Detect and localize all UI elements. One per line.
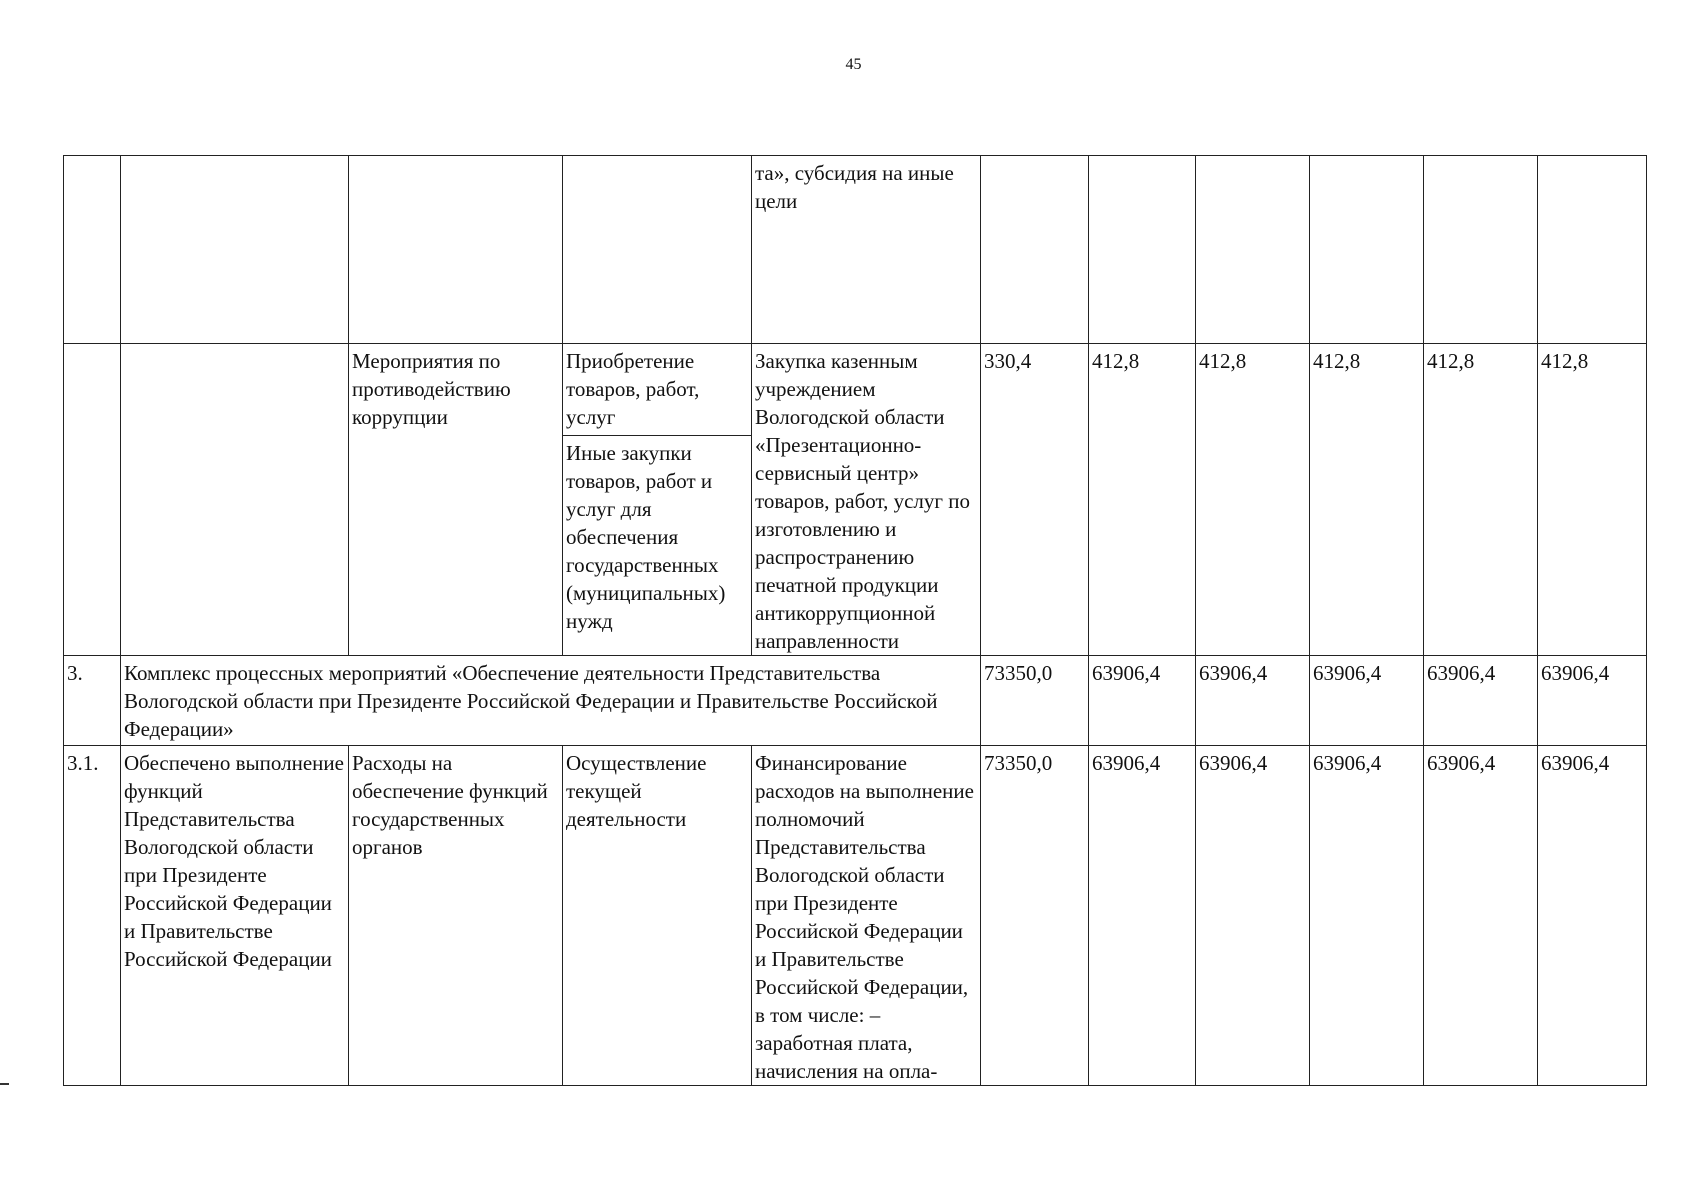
cell-expense: Расходы на обеспечение функций государственных органов — [349, 746, 563, 1086]
cell-value: 412,8 — [1538, 344, 1647, 656]
cell-value: 63906,4 — [1089, 746, 1196, 1086]
cell-result — [121, 156, 349, 344]
cell-value — [981, 156, 1089, 344]
table-row — [64, 156, 1647, 344]
cell-description: та», субсидия на иные цели — [752, 156, 981, 344]
cell-number: 3. — [64, 656, 121, 746]
cell-value: 63906,4 — [1196, 656, 1310, 746]
cell-value: 63906,4 — [1538, 656, 1647, 746]
cell-value: 63906,4 — [1538, 746, 1647, 1086]
cell-expense-type — [563, 156, 752, 344]
cell-value: 63906,4 — [1310, 746, 1424, 1086]
scan-edge-mark — [0, 1083, 9, 1085]
table-row — [64, 656, 1647, 746]
cell-value: 63906,4 — [1424, 656, 1538, 746]
cell-value: 412,8 — [1424, 344, 1538, 656]
cell-number: 3.1. — [64, 746, 121, 1086]
budget-table — [63, 155, 1647, 1086]
cell-value: 412,8 — [1196, 344, 1310, 656]
cell-expense-type: Приобретение товаров, работ, услуг — [563, 344, 752, 436]
page-number: 45 — [845, 56, 862, 73]
cell-value — [1538, 156, 1647, 344]
section-title: Комплекс процессных мероприятий «Обеспечение деятельности Представительства Вологодской области при Президенте Российской Федерации и Правительстве Российской Федерации» — [121, 656, 981, 746]
cell-value: 330,4 — [981, 344, 1089, 656]
cell-description: Финансирование расходов на выполнение полномочий Представительства Вологодской области при Президенте Российской Федерации и Правительстве Российской Федерации, в том числе: – заработная плата, начисления на опла- — [752, 746, 981, 1086]
cell-value — [1310, 156, 1424, 344]
cell-description: Закупка казенным учреждением Вологодской области «Презентационно-сервисный центр» товаров, работ, услуг по изготовлению и распространению печатной продукции антикоррупционной направленности — [752, 344, 981, 656]
cell-value — [1196, 156, 1310, 344]
cell-value: 73350,0 — [981, 656, 1089, 746]
cell-event — [349, 156, 563, 344]
cell-result: Обеспечено выполнение функций Представительства Вологодской области при Президенте Российской Федерации и Правительстве Российской Федерации — [121, 746, 349, 1086]
cell-value: 412,8 — [1310, 344, 1424, 656]
cell-number — [64, 344, 121, 656]
cell-value: 63906,4 — [1424, 746, 1538, 1086]
cell-result — [121, 344, 349, 656]
table-row — [64, 344, 1647, 436]
budget-table-frame — [63, 155, 1646, 1084]
cell-activity: Осуществление текущей деятельности — [563, 746, 752, 1086]
cell-value: 73350,0 — [981, 746, 1089, 1086]
cell-expense-type: Иные закупки товаров, работ и услуг для обеспечения государственных (муниципальных) нужд — [563, 436, 752, 656]
cell-value — [1089, 156, 1196, 344]
table-row — [64, 746, 1647, 1086]
cell-value — [1424, 156, 1538, 344]
cell-value: 63906,4 — [1310, 656, 1424, 746]
cell-value: 412,8 — [1089, 344, 1196, 656]
cell-value: 63906,4 — [1196, 746, 1310, 1086]
cell-value: 63906,4 — [1089, 656, 1196, 746]
cell-event: Мероприятия по противодействию коррупции — [349, 344, 563, 656]
cell-number — [64, 156, 121, 344]
